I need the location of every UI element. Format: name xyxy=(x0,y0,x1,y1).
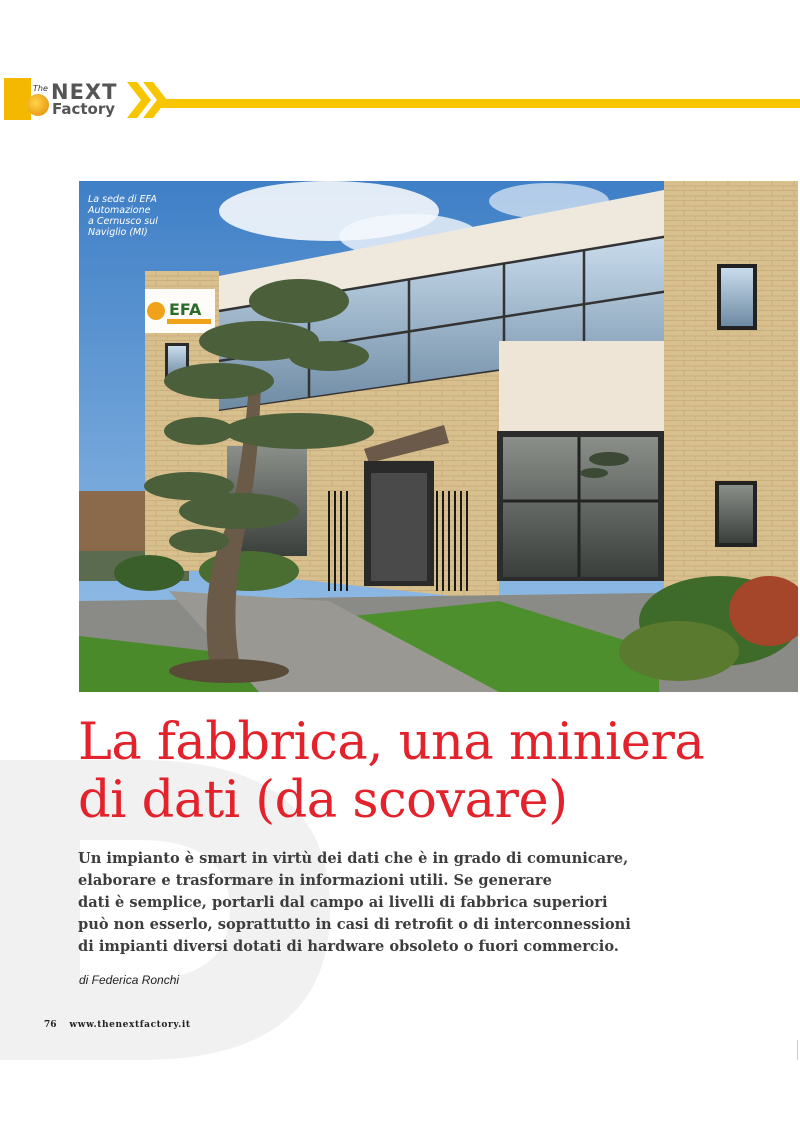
page-footer xyxy=(44,1020,191,1030)
page-number: 76 xyxy=(44,1020,57,1030)
byline: di Federica Ronchi xyxy=(79,973,180,987)
article-lead xyxy=(78,848,758,958)
magazine-header xyxy=(0,76,800,124)
article-title xyxy=(78,714,798,830)
logo-the-text: The xyxy=(33,84,48,93)
title-line-2: di dati (da scovare) xyxy=(78,771,568,830)
lead-line: dati è semplice, portarli dal campo ai livelli di fabbrica superiori xyxy=(78,894,608,911)
photo-caption: La sede di EFA Automazione a Cernusco sul Naviglio (MI) xyxy=(88,194,158,238)
website-link[interactable]: www.thenextfactory.it xyxy=(69,1020,191,1030)
efa-sign-text: EFA xyxy=(169,300,202,319)
lead-line: può non esserlo, soprattutto in casi di retrofit o di interconnessioni xyxy=(78,916,631,933)
page-edge-line xyxy=(797,1040,798,1060)
lead-line: elaborare e trasformare in informazioni utili. Se generare xyxy=(78,872,552,889)
sun-icon xyxy=(27,94,49,116)
logo-yellow-block xyxy=(4,78,31,120)
lead-line: Un impianto è smart in virtù dei dati che è in grado di comunicare, xyxy=(78,850,629,867)
title-line-1: La fabbrica, una miniera xyxy=(78,713,705,772)
logo-factory-text: Factory xyxy=(52,100,116,118)
logo-next-text: NEXT xyxy=(51,80,118,104)
building-photo xyxy=(79,181,798,692)
lead-line: di impianti diversi dotati di hardware obsoleto o fuori commercio. xyxy=(78,938,619,955)
header-rule xyxy=(160,99,800,108)
